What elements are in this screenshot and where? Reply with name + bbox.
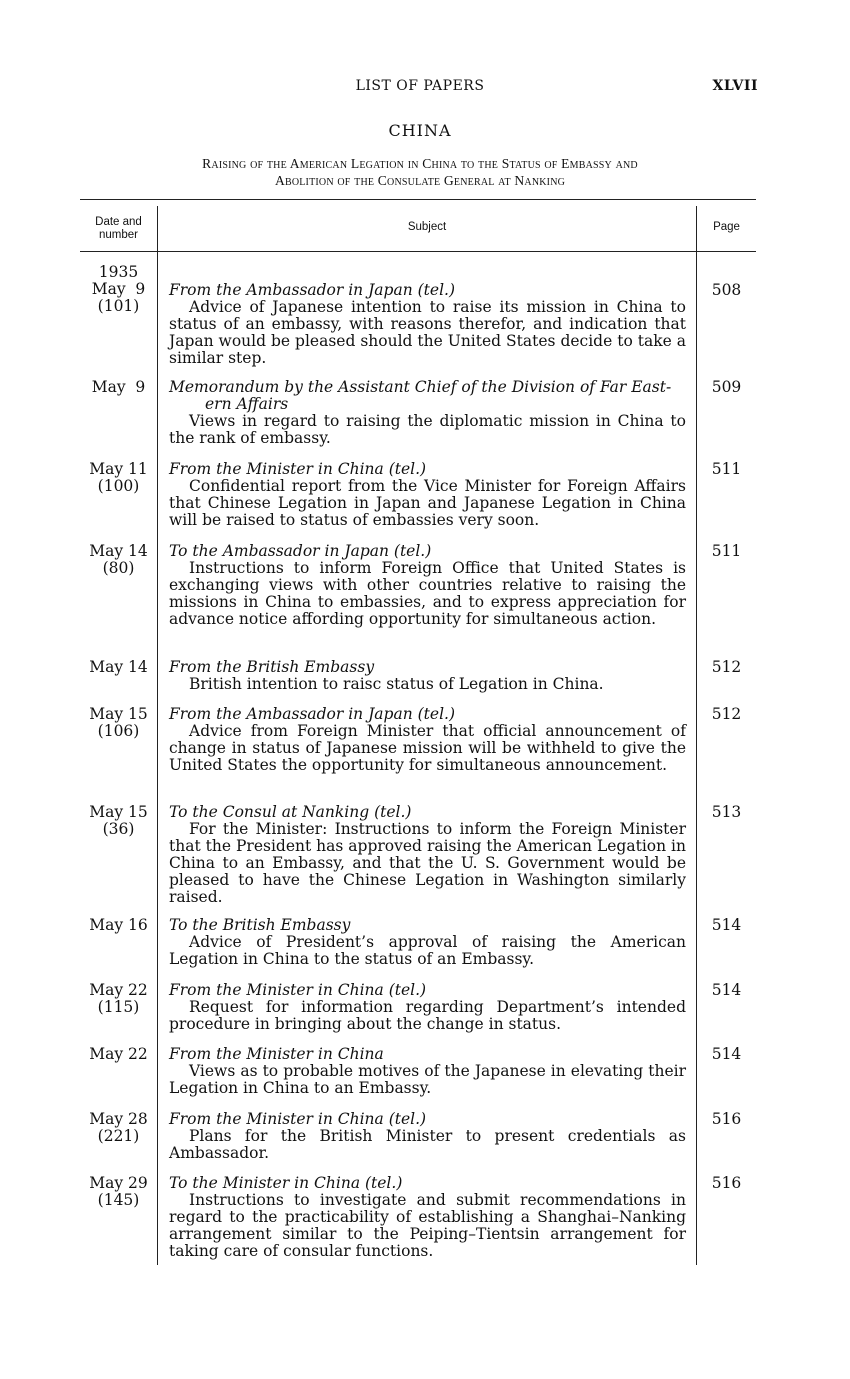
- papers-table: [80, 199, 756, 1265]
- entry-from-text: From the Minister in China (tel.): [169, 981, 427, 999]
- entry-date: May 15: [89, 705, 148, 723]
- entry-date: May 22: [89, 981, 148, 999]
- entry-number: (145): [97, 1191, 140, 1209]
- entry-from-text: From the Minister in China: [169, 1045, 384, 1063]
- entry-description: Instructions to investigate and submit recommendations in regard to the practicability of establishing a Shanghai–Nanking arrangement similar to the Peiping–Tientsin arrangement for taking care of consular functions.: [169, 1191, 686, 1260]
- entry-from-text: To the British Embassy: [169, 916, 351, 934]
- entry-date: May 29: [89, 1174, 148, 1192]
- entry-description: British intention to raisc status of Legation in China.: [189, 675, 604, 693]
- entry-from: [169, 282, 686, 299]
- entry-subject-cell: [169, 706, 686, 774]
- running-head: [82, 78, 758, 98]
- entry-date-cell: [80, 461, 157, 495]
- sub-heading-line-2: Abolition of the Consulate General at Nanking: [274, 173, 566, 188]
- entry-page: 514: [711, 1045, 742, 1063]
- entry-date: May 14: [89, 542, 148, 560]
- entry-date: May 9: [91, 378, 146, 396]
- entry-from-text: From the Minister in China (tel.): [169, 1110, 427, 1128]
- entry-from-text: To the Minister in China (tel.): [169, 1174, 403, 1192]
- entry-number: (101): [97, 297, 140, 315]
- entry-page: 513: [711, 803, 742, 821]
- entry-from-text: To the Consul at Nanking (tel.): [169, 803, 412, 821]
- entry-subject-cell: [169, 543, 686, 628]
- entry-number: (36): [102, 820, 135, 838]
- entry-description: Instructions to inform Foreign Office that United States is exchanging views with other countries relative to raising the missions in China to embassies, and to express appreciation for advance notice affording opportunity for simultaneous action.: [169, 559, 686, 628]
- entry-page: 512: [711, 658, 742, 676]
- entry-from: [169, 1175, 686, 1192]
- page-folio: XLVII: [712, 78, 758, 94]
- entry-date: May 16: [89, 916, 148, 934]
- column-header-subject: Subject: [407, 221, 447, 233]
- entry-date: May 11: [89, 460, 148, 478]
- section-title: CHINA: [388, 121, 452, 140]
- entry-subject-cell: [169, 804, 686, 906]
- entry-from: [169, 461, 686, 478]
- column-header-date: Date and number: [95, 216, 142, 241]
- entry-page: 514: [711, 916, 742, 934]
- entry-date-cell: [80, 706, 157, 740]
- entry-number: (100): [97, 477, 140, 495]
- entry-from-text: From the Ambassador in Japan (tel.): [169, 281, 456, 299]
- entry-from-text: From the Ambassador in Japan (tel.): [169, 705, 456, 723]
- entry-description: Advice of President’s approval of raising the American Legation in China to the status of an Embassy.: [169, 933, 686, 968]
- entry-description: Views in regard to raising the diplomatic mission in China to the rank of embassy.: [169, 412, 686, 447]
- entry-date-cell: [80, 804, 157, 838]
- entry-subject-cell: [169, 1111, 686, 1162]
- entry-description: Plans for the British Minister to present credentials as Ambassador.: [169, 1127, 686, 1162]
- entry-year: 1935: [98, 263, 139, 281]
- entry-from: [169, 1111, 686, 1128]
- entry-subject-cell: [169, 1175, 686, 1260]
- entry-date-cell: [80, 917, 157, 934]
- entry-from-text: To the Ambassador in Japan (tel.): [169, 542, 432, 560]
- entry-page: 512: [711, 705, 742, 723]
- sub-heading: [78, 155, 762, 189]
- entry-subject-cell: [169, 282, 686, 367]
- entry-description: Confidential report from the Vice Minister for Foreign Affairs that Chinese Legation in Japan and Japanese Legation in China will be raised to status of embassies very soon.: [169, 477, 686, 529]
- entry-subject-cell: [169, 379, 686, 447]
- entry-description: Request for information regarding Department’s intended procedure in bringing about the change in status.: [169, 998, 686, 1033]
- entry-from: [169, 543, 686, 560]
- entry-from: [169, 706, 686, 723]
- entry-from-text: From the Minister in China (tel.): [169, 460, 427, 478]
- column-divider-date: [157, 206, 158, 1265]
- entry-date-cell: [80, 982, 157, 1016]
- entry-subject-cell: [169, 1046, 686, 1097]
- entry-from: [169, 982, 686, 999]
- entry-page: 516: [711, 1174, 742, 1192]
- entry-date-cell: [80, 264, 157, 315]
- entry-page: 509: [711, 378, 742, 396]
- entry-date-cell: [80, 659, 157, 676]
- entry-number: (106): [97, 722, 140, 740]
- entry-page: 511: [711, 460, 742, 478]
- entry-date-cell: [80, 379, 157, 396]
- entry-subject-cell: [169, 659, 686, 693]
- entry-date: May 9: [91, 280, 146, 298]
- entry-date: May 14: [89, 658, 148, 676]
- entry-from: [169, 659, 686, 676]
- entry-date: May 28: [89, 1110, 148, 1128]
- entry-from: [169, 917, 686, 934]
- entry-description: Advice of Japanese intention to raise its mission in China to status of an embassy, with reasons therefor, and indication that Japan would be pleased should the United States decide to take a similar step.: [169, 298, 686, 367]
- entry-date: May 15: [89, 803, 148, 821]
- entry-from-continuation: ern Affairs: [205, 395, 289, 413]
- table-header-rule: [80, 251, 756, 252]
- entry-number: (221): [97, 1127, 140, 1145]
- entry-subject-cell: [169, 917, 686, 968]
- entry-subject-cell: [169, 982, 686, 1033]
- entry-from-text: Memorandum by the Assistant Chief of the Division of Far East-: [169, 378, 672, 396]
- column-divider-page: [696, 206, 697, 1265]
- entry-date: May 22: [89, 1045, 148, 1063]
- entry-date-cell: [80, 543, 157, 577]
- column-header-page: Page: [713, 221, 740, 233]
- entry-from-text: From the British Embassy: [169, 658, 375, 676]
- entry-description: Views as to probable motives of the Japanese in elevating their Legation in China to an Embassy.: [169, 1062, 686, 1097]
- table-top-rule: [80, 199, 756, 200]
- entry-from: [169, 379, 686, 413]
- entry-page: 511: [711, 542, 742, 560]
- entry-subject-cell: [169, 461, 686, 529]
- sub-heading-line-1: Raising of the American Legation in China to the Status of Embassy and: [202, 156, 638, 171]
- entry-description: Advice from Foreign Minister that official announcement of change in status of Japanese mission will be withheld to give the United States the opportunity for simultaneous announcement.: [169, 722, 686, 774]
- entry-date-cell: [80, 1111, 157, 1145]
- entry-date-cell: [80, 1175, 157, 1209]
- entry-date-cell: [80, 1046, 157, 1063]
- running-head-title: LIST OF PAPERS: [355, 78, 485, 94]
- entry-description: For the Minister: Instructions to inform the Foreign Minister that the President has approved raising the American Legation in China to an Embassy, and that the U. S. Government would be pleased to have the Chinese Legation in Washington similarly raised.: [169, 820, 686, 906]
- entry-page: 516: [711, 1110, 742, 1128]
- entry-from: [169, 1046, 686, 1063]
- entry-page: 508: [711, 281, 742, 299]
- entry-from: [169, 804, 686, 821]
- entry-number: (115): [97, 998, 140, 1016]
- entry-page: 514: [711, 981, 742, 999]
- entry-number: (80): [102, 559, 135, 577]
